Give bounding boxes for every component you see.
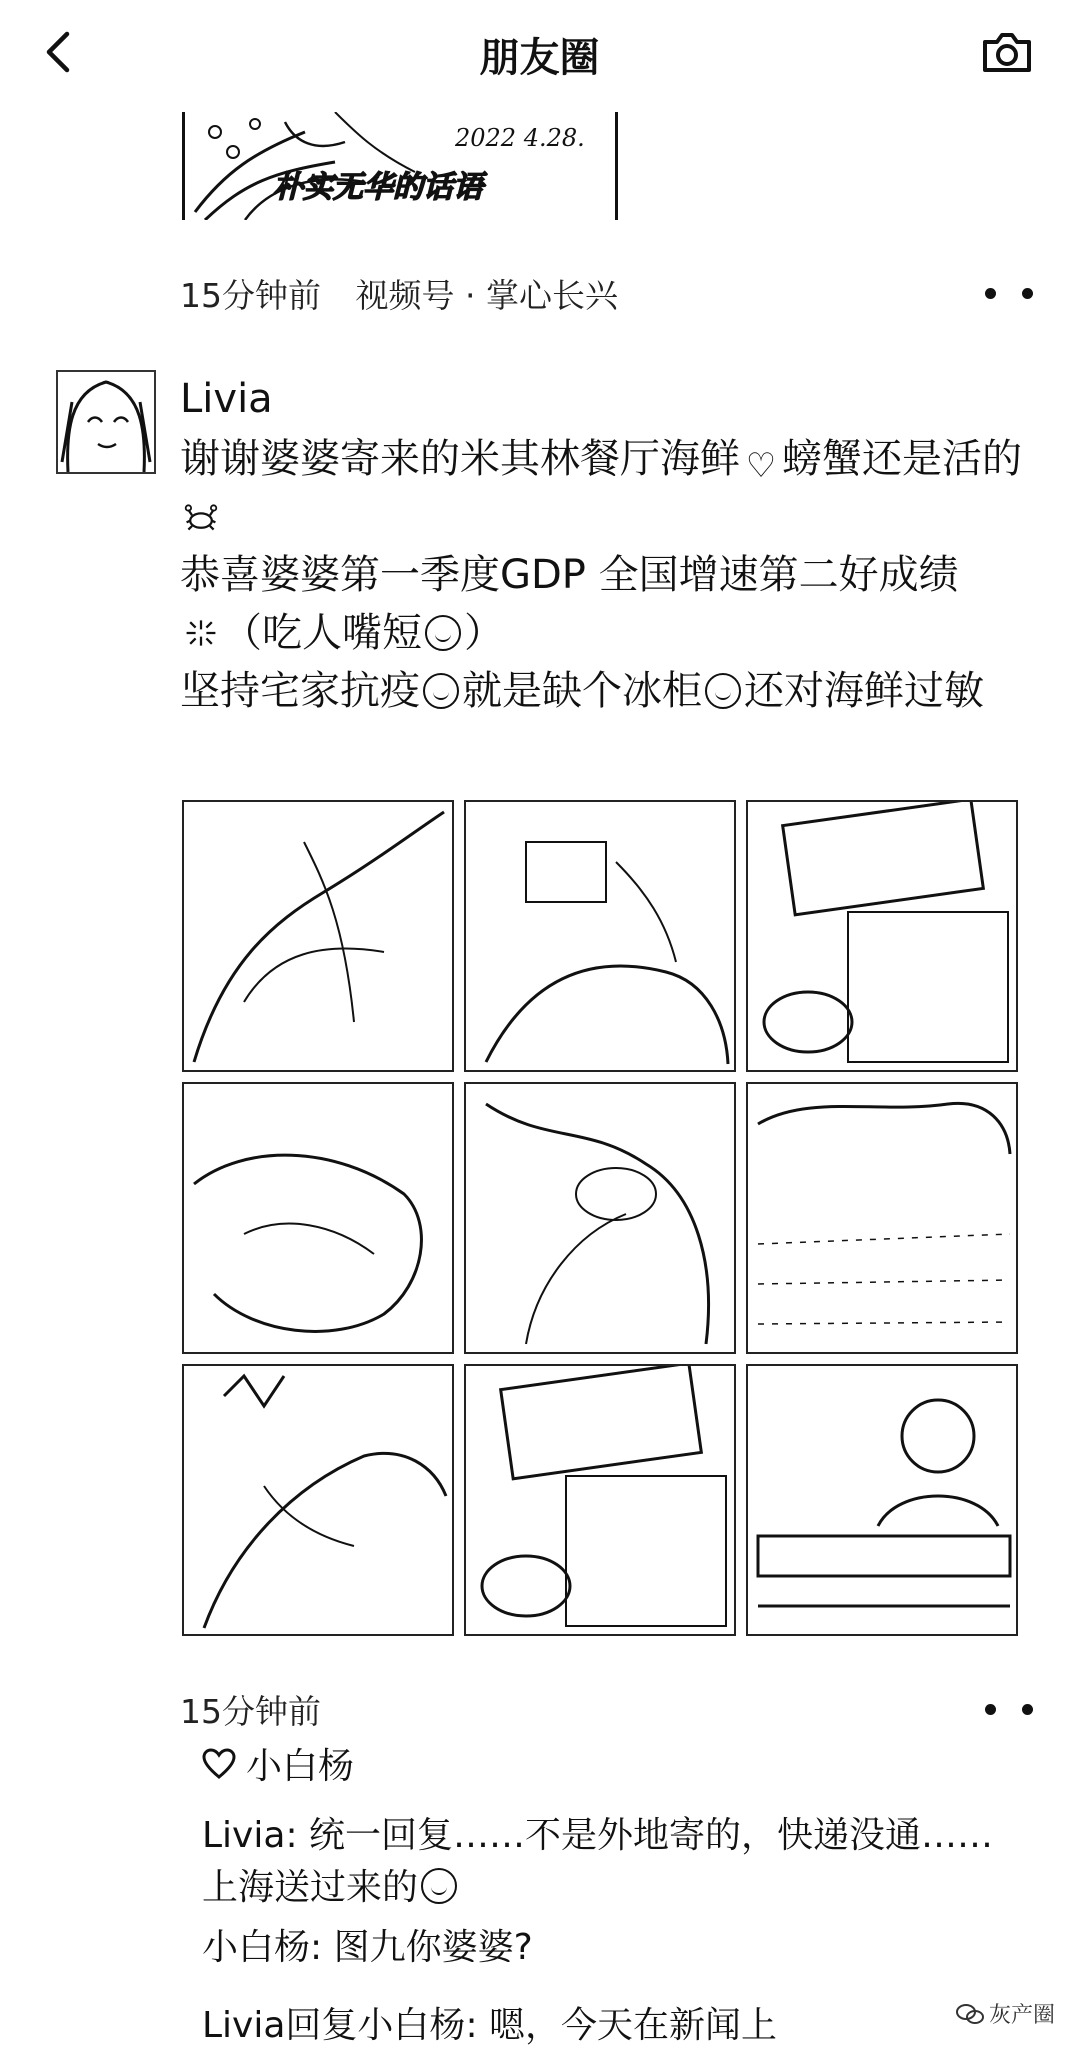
post-text-segment: 还对海鲜过敏 [744,668,984,714]
post-more-button[interactable] [985,1697,1033,1721]
post-time: 15分钟前 [180,276,321,315]
crab-emoji-icon [183,499,219,535]
photo-sketch-icon [466,802,736,1072]
post-text-segment: 谢谢婆婆寄来的米其林餐厅海鲜 [180,436,740,482]
post-image-2[interactable] [464,800,736,1072]
photo-sketch-icon [184,1084,454,1354]
post-image-4[interactable] [182,1082,454,1354]
fireworks-emoji-icon [183,615,219,651]
post-image-6[interactable] [746,1082,1018,1354]
post-text-segment: 就是缺个冰柜 [462,668,702,714]
post-text-segment: 螃蟹还是活的 [782,436,1022,482]
watermark-text: 灰产圈 [988,2003,1055,2028]
post-time: 15分钟前 [180,1692,321,1731]
heart-icon [202,1748,236,1780]
previous-post-meta [180,270,618,317]
smiling-emoji-icon [705,673,741,709]
watermark [955,1998,1055,2029]
post-meta [180,1686,321,1733]
smiling-emoji-icon [421,1868,457,1904]
likes-row [202,1738,354,1789]
post-image-grid [182,800,1022,1640]
video-caption: 朴实无华的话语 [273,170,483,205]
comment-separator: : [465,2005,490,2046]
post-image-3[interactable] [746,800,1018,1072]
comment-author[interactable]: Livia [202,1815,286,1856]
comment-separator: : [285,1815,310,1856]
comment-text: 统一回复……不是外地寄的，快递没通……上海送过来的 [202,1815,994,1908]
post-image-7[interactable] [182,1364,454,1636]
post-text-segment: ） [464,610,504,656]
wechat-logo-icon [955,2002,985,2026]
comment-separator: : [310,1927,334,1968]
post-image-5[interactable] [464,1082,736,1354]
post-content [180,430,1040,720]
likes-comments-panel [182,1738,1042,2060]
post-username[interactable]: Livia [180,376,273,422]
more-dot-icon [985,288,996,299]
channel-source-link[interactable]: 视频号 · 掌心长兴 [355,276,618,315]
post-line [180,604,1040,662]
page-title: 朋友圈 [479,35,600,81]
heart-emoji-icon: ♡ [745,446,777,486]
liker-name-link[interactable]: 小白杨 [246,1746,355,1787]
post-image-8[interactable] [464,1364,736,1636]
comment-item[interactable] [202,1810,1022,1914]
post-text-segment: 坚持宅家抗疫 [180,668,420,714]
camera-button[interactable] [975,22,1039,82]
photo-sketch-icon [184,1366,454,1636]
comment-text: 图九你婆婆? [333,1927,533,1968]
laughing-emoji-icon [425,615,461,651]
post-line [180,430,1040,546]
post-line: 恭喜婆婆第一季度GDP 全国增速第二好成绩 [180,552,959,598]
video-date-text: 2022 4.28. [455,124,585,152]
photo-sketch-icon [748,1366,1018,1636]
more-dot-icon [1022,288,1033,299]
photo-sketch-icon [748,1084,1018,1354]
avatar[interactable] [56,370,156,474]
previous-post-more-button[interactable] [985,281,1033,305]
post-text-segment: （吃人嘴短 [222,610,422,656]
previous-post-video-thumbnail[interactable] [182,112,618,220]
comment-text: 嗯，今天在新闻上 [489,2005,778,2046]
photo-sketch-icon [466,1084,736,1354]
post-image-9[interactable] [746,1364,1018,1636]
post-image-1[interactable] [182,800,454,1072]
camera-icon [981,30,1033,74]
comment-author[interactable]: 小白杨 [202,1927,311,1968]
photo-sketch-icon [748,802,1018,1072]
comment-author[interactable]: Livia回复小白杨 [202,2005,466,2046]
more-dot-icon [985,1704,996,1715]
top-bar [0,0,1079,108]
photo-sketch-icon [184,802,454,1072]
avatar-portrait-icon [58,372,154,472]
relieved-emoji-icon [423,673,459,709]
photo-sketch-icon [466,1366,736,1636]
comment-item[interactable] [202,2000,1022,2052]
more-dot-icon [1022,1704,1033,1715]
comment-item[interactable] [202,1922,1022,1974]
post-line [180,662,1040,720]
